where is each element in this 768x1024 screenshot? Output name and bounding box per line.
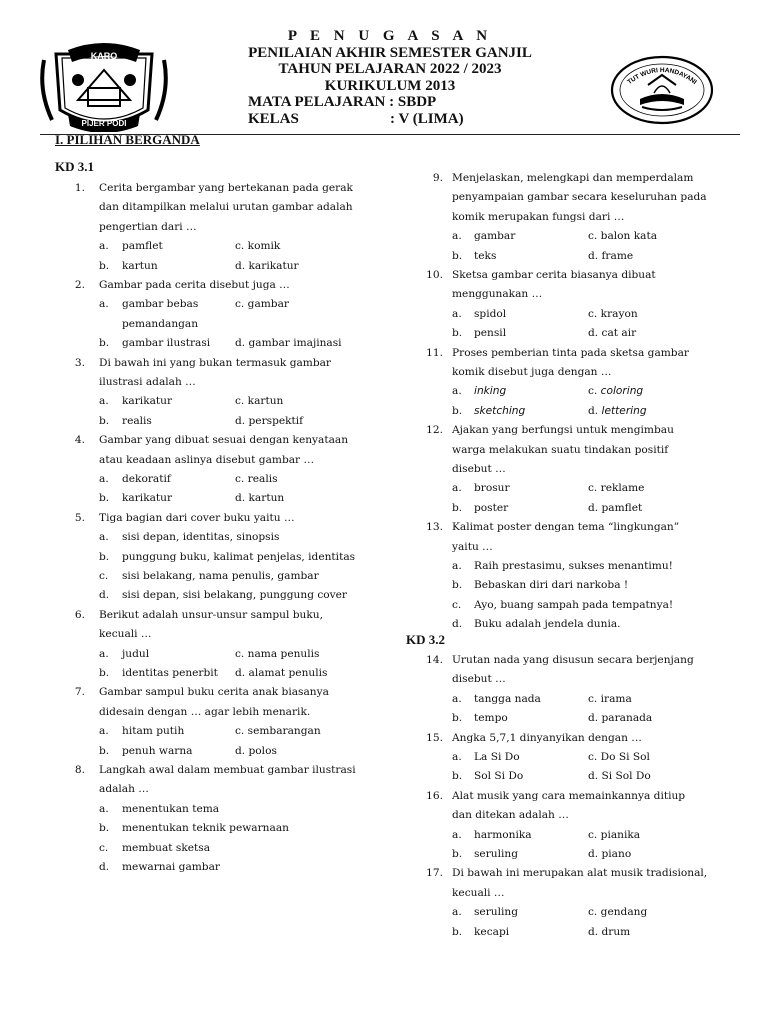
option-letter: b. bbox=[452, 579, 463, 592]
option-letter: c. bbox=[588, 385, 601, 398]
option-text: c. gambar bbox=[235, 298, 289, 311]
option-letter: b. bbox=[99, 337, 110, 350]
option-text: c. sembarangan bbox=[235, 725, 321, 738]
option-text: Sol Si Do bbox=[474, 770, 524, 783]
option-text: d. drum bbox=[588, 925, 631, 938]
option-letter: a. bbox=[452, 751, 462, 763]
option-letter: a. bbox=[452, 482, 462, 495]
option-text: karikatur bbox=[122, 395, 173, 408]
option-text bbox=[588, 382, 643, 401]
option-letter: b. bbox=[99, 259, 110, 272]
option-letter: b. bbox=[99, 744, 110, 757]
question-number: 1. bbox=[74, 182, 85, 194]
option-text: sisi depan, identitas, sinopsis bbox=[122, 531, 280, 544]
question-text: Proses pemberian tinta pada sketsa gambar bbox=[452, 346, 689, 359]
option-letter: b. bbox=[452, 712, 463, 725]
option-text: poster bbox=[474, 501, 509, 514]
option-letter: a. bbox=[452, 307, 462, 320]
option-text bbox=[588, 402, 647, 421]
option-text: gambar bbox=[474, 230, 516, 243]
option-text: c. realis bbox=[235, 473, 278, 485]
question-number: 11. bbox=[426, 346, 443, 359]
option-text: d. piano bbox=[588, 848, 632, 860]
question-number: 13. bbox=[426, 521, 443, 534]
option-text: brosur bbox=[474, 482, 510, 495]
question-text: penyampaian gambar secara keseluruhan pada bbox=[452, 191, 707, 204]
question-number: 10. bbox=[426, 269, 443, 281]
question-text: Cerita bergambar yang bertekanan pada gerak bbox=[99, 182, 353, 194]
option-text: d. perspektif bbox=[235, 414, 304, 427]
logo-left-top-text: KARO bbox=[90, 51, 118, 61]
option-text: d. polos bbox=[235, 744, 277, 757]
option-letter: d. bbox=[99, 589, 110, 602]
question-text: Gambar yang dibuat sesuai dengan kenyataan bbox=[99, 434, 349, 447]
option-letter: a. bbox=[99, 298, 109, 311]
option-letter: b. bbox=[452, 925, 463, 938]
option-text: c. Do Si Sol bbox=[588, 751, 650, 763]
question-text: warga melakukan suatu tindakan positif bbox=[452, 443, 669, 456]
question-text: yaitu … bbox=[452, 540, 493, 553]
question-text: menggunakan … bbox=[452, 288, 543, 301]
question-number: 8. bbox=[74, 764, 85, 776]
option-letter: b. bbox=[99, 492, 110, 505]
question-text: disebut … bbox=[452, 463, 506, 475]
option-text: kartun bbox=[122, 259, 158, 272]
option-value: lettering bbox=[601, 404, 647, 417]
question-text: dan ditampilkan melalui urutan gambar adalah bbox=[99, 201, 353, 214]
option-letter: a. bbox=[99, 473, 109, 485]
question-text: Ajakan yang berfungsi untuk mengimbau bbox=[452, 424, 674, 437]
kd-heading: KD 3.2 bbox=[406, 632, 445, 647]
option-text: c. nama penulis bbox=[235, 647, 320, 660]
option-text: gambar bebas bbox=[122, 298, 199, 311]
option-text: teks bbox=[474, 249, 497, 262]
question-text: didesain dengan … agar lebih menarik. bbox=[99, 705, 311, 718]
question-text: disebut … bbox=[452, 673, 506, 686]
option-letter: b. bbox=[99, 667, 110, 679]
question-text: adalah … bbox=[99, 783, 149, 796]
option-letter: d. bbox=[452, 618, 463, 631]
option-text: c. reklame bbox=[588, 482, 645, 495]
option-text: d. Si Sol Do bbox=[588, 770, 651, 783]
option-letter: a. bbox=[99, 802, 109, 815]
question-text: Berikut adalah unsur-unsur sampul buku, bbox=[99, 608, 323, 621]
question-number: 2. bbox=[74, 279, 85, 291]
option-letter: a. bbox=[452, 828, 462, 841]
option-letter: b. bbox=[452, 249, 463, 262]
option-letter: b. bbox=[452, 327, 463, 340]
option-letter: b. bbox=[99, 550, 110, 563]
option-text: seruling bbox=[474, 848, 518, 860]
option-text: d. alamat penulis bbox=[235, 667, 328, 679]
option-value: coloring bbox=[600, 385, 644, 398]
question-text: Langkah awal dalam membuat gambar ilustrasi bbox=[99, 764, 356, 776]
question-text: Gambar sampul buku cerita anak biasanya bbox=[99, 686, 329, 699]
question-number: 5. bbox=[74, 511, 85, 524]
option-text: seruling bbox=[474, 906, 518, 919]
question-number: 17. bbox=[426, 867, 443, 880]
option-text: d. cat air bbox=[588, 327, 637, 340]
option-text: menentukan teknik pewarnaan bbox=[122, 822, 289, 835]
option-text: judul bbox=[122, 647, 150, 660]
option-text: d. pamflet bbox=[588, 501, 643, 514]
option-text: c. pianika bbox=[588, 828, 641, 841]
option-letter: c. bbox=[99, 841, 109, 854]
option-letter: a. bbox=[452, 906, 462, 919]
option-letter: b. bbox=[452, 404, 463, 417]
logo-right-motto-text: TUT WURI HANDAYANI bbox=[626, 66, 698, 87]
option-letter: a. bbox=[99, 240, 109, 253]
option-text: d. paranada bbox=[588, 712, 653, 725]
option-text: Bebaskan diri dari narkoba ! bbox=[474, 579, 629, 592]
question-text: Di bawah ini yang bukan termasuk gambar bbox=[99, 356, 331, 369]
option-text: d. kartun bbox=[235, 492, 285, 505]
question-text: Di bawah ini merupakan alat musik tradisional, bbox=[452, 867, 708, 880]
option-text: pensil bbox=[474, 327, 507, 340]
option-text: c. gendang bbox=[588, 906, 648, 919]
option-text: tempo bbox=[474, 712, 508, 725]
option-text: sketching bbox=[474, 404, 526, 417]
question-text: komik merupakan fungsi dari … bbox=[452, 210, 625, 223]
option-text: c. komik bbox=[235, 240, 281, 253]
class-label: KELAS bbox=[248, 110, 299, 127]
subject: MATA PELAJARAN : SBDP bbox=[248, 94, 437, 110]
option-text: pemandangan bbox=[122, 317, 199, 330]
option-text: harmonika bbox=[474, 828, 532, 841]
question-number: 12. bbox=[426, 424, 443, 437]
option-text: punggung buku, kalimat penjelas, identitas bbox=[122, 550, 356, 563]
option-letter: b. bbox=[99, 822, 110, 835]
option-text: spidol bbox=[474, 307, 507, 320]
option-text: mewarnai gambar bbox=[122, 861, 220, 873]
kd-heading: KD 3.1 bbox=[55, 159, 94, 174]
option-letter: a. bbox=[452, 692, 462, 705]
option-text: tangga nada bbox=[474, 692, 541, 705]
curriculum: KURIKULUM 2013 bbox=[324, 77, 456, 94]
question-text: Sketsa gambar cerita biasanya dibuat bbox=[452, 269, 656, 281]
class-value: : V (LIMA) bbox=[390, 110, 464, 127]
option-text: realis bbox=[122, 414, 152, 427]
option-letter: b. bbox=[99, 414, 110, 427]
question-number: 4. bbox=[74, 434, 85, 447]
option-letter: a. bbox=[452, 560, 462, 572]
option-letter: c. bbox=[452, 598, 462, 611]
option-text: Buku adalah jendela dunia. bbox=[474, 618, 621, 631]
option-text: Ayo, buang sampah pada tempatnya! bbox=[474, 598, 674, 611]
option-text: c. krayon bbox=[588, 307, 638, 320]
option-text: sisi depan, sisi belakang, punggung cover bbox=[122, 589, 347, 602]
option-letter: b. bbox=[452, 848, 463, 860]
question-number: 6. bbox=[74, 608, 85, 621]
question-text: Angka 5,7,1 dinyanyikan dengan … bbox=[452, 731, 642, 744]
option-letter: a. bbox=[99, 647, 109, 660]
option-letter: d. bbox=[588, 404, 602, 417]
option-letter: b. bbox=[452, 501, 463, 514]
question-text: kecuali … bbox=[452, 886, 505, 899]
exam-name: PENILAIAN AKHIR SEMESTER GANJIL bbox=[248, 44, 532, 61]
option-text: sisi belakang, nama penulis, gambar bbox=[122, 570, 319, 582]
question-text: Alat musik yang cara memainkannya ditiup bbox=[452, 789, 686, 802]
option-letter: d. bbox=[99, 861, 110, 873]
question-number: 7. bbox=[74, 686, 85, 699]
option-text: pamflet bbox=[122, 240, 163, 253]
question-number: 9. bbox=[432, 172, 443, 184]
option-text: c. balon kata bbox=[588, 230, 658, 243]
option-text: membuat sketsa bbox=[122, 841, 211, 854]
question-text: Menjelaskan, melengkapi dan memperdalam bbox=[452, 172, 694, 184]
option-letter: b. bbox=[452, 770, 463, 783]
option-text: menentukan tema bbox=[122, 802, 220, 815]
option-text: identitas penerbit bbox=[122, 667, 218, 679]
option-letter: c. bbox=[99, 570, 109, 582]
option-text: karikatur bbox=[122, 492, 173, 505]
question-text: Urutan nada yang disusun secara berjenjang bbox=[452, 654, 694, 666]
option-letter: a. bbox=[452, 385, 462, 398]
section-title: I. PILIHAN BERGANDA bbox=[55, 132, 200, 147]
logo-left-motto-text: PIJER PODI bbox=[81, 119, 127, 128]
school-year: TAHUN PELAJARAN 2022 / 2023 bbox=[278, 61, 502, 77]
option-text: c. irama bbox=[588, 692, 632, 705]
option-letter: a. bbox=[99, 395, 109, 408]
option-text: d. frame bbox=[588, 249, 634, 262]
question-number: 15. bbox=[426, 731, 443, 744]
option-text: gambar ilustrasi bbox=[122, 337, 211, 350]
option-letter: a. bbox=[99, 531, 109, 544]
option-text: La Si Do bbox=[474, 751, 520, 763]
option-text: dekoratif bbox=[122, 473, 171, 485]
option-text: inking bbox=[474, 385, 507, 398]
option-text: penuh warna bbox=[122, 744, 193, 757]
option-text: Raih prestasimu, sukses menantimu! bbox=[474, 560, 673, 572]
question-text: Gambar pada cerita disebut juga … bbox=[99, 279, 290, 291]
question-text: atau keadaan aslinya disebut gambar … bbox=[99, 453, 315, 466]
question-text: dan ditekan adalah … bbox=[452, 809, 569, 822]
option-text: d. karikatur bbox=[235, 259, 299, 272]
option-text: hitam putih bbox=[122, 725, 185, 738]
option-letter: a. bbox=[452, 230, 462, 243]
question-number: 14. bbox=[426, 654, 443, 666]
question-text: Tiga bagian dari cover buku yaitu … bbox=[99, 511, 295, 524]
question-number: 3. bbox=[74, 356, 85, 369]
question-number: 16. bbox=[426, 789, 443, 802]
question-text: pengertian dari … bbox=[99, 220, 197, 233]
option-letter: a. bbox=[99, 725, 109, 738]
question-text: kecuali … bbox=[99, 628, 152, 641]
question-text: ilustrasi adalah … bbox=[99, 376, 196, 388]
document-title: P E N U G A S A N bbox=[287, 28, 493, 44]
option-text: kecapi bbox=[474, 925, 510, 938]
question-text: komik disebut juga dengan … bbox=[452, 366, 612, 378]
question-text: Kalimat poster dengan tema “lingkungan” bbox=[452, 521, 680, 534]
option-text: c. kartun bbox=[235, 395, 284, 408]
option-text: d. gambar imajinasi bbox=[235, 337, 342, 350]
